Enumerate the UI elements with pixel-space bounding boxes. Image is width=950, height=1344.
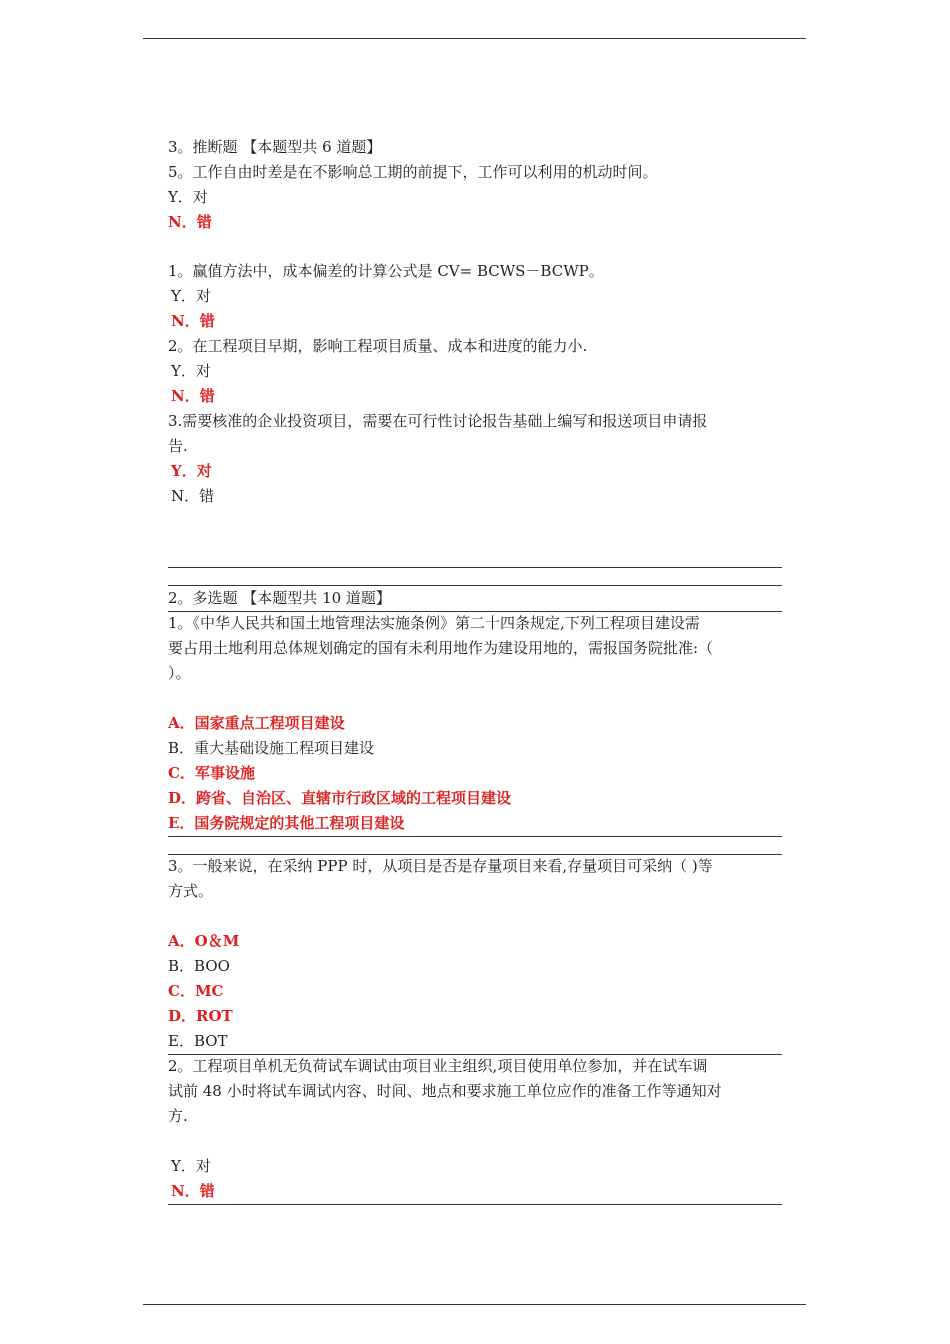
question-text: 3。一般来说，在采纳 PPP 时，从项目是否是存量项目来看,存量项目可采纳（ )等 [168, 857, 713, 875]
option-c-selected: C．MC [168, 982, 224, 1000]
option-yes: Y．对 [171, 1157, 211, 1175]
option-yes: Y．对 [168, 188, 208, 206]
question-text-cont: 方. [168, 1107, 188, 1125]
option-d-selected: D．ROT [168, 1007, 233, 1025]
option-d-selected: D．跨省、自治区、直辖市行政区域的工程项目建设 [168, 789, 512, 807]
question-divider [168, 1204, 782, 1205]
option-e-selected: E．国务院规定的其他工程项目建设 [168, 814, 405, 832]
option-no-selected: N．错 [171, 1182, 215, 1200]
question-text-cont: ）。 [168, 664, 191, 682]
question-text: 1。《中华人民共和国土地管理法实施条例》第二十四条规定,下列工程项目建设需 [168, 614, 700, 632]
option-no-selected: N．错 [171, 312, 215, 330]
question-text: 2。在工程项目早期，影响工程项目质量、成本和进度的能力小. [168, 337, 588, 355]
question-text: 2。工程项目单机无负荷试车调试由项目业主组织,项目使用单位参加，并在试车调 [168, 1057, 708, 1075]
option-a-selected: A．O＆M [168, 932, 240, 950]
option-yes: Y．对 [171, 287, 211, 305]
section-divider [168, 567, 782, 568]
option-yes-selected: Y．对 [171, 462, 212, 480]
question-text-cont: 告. [168, 437, 188, 455]
option-a-selected: A．国家重点工程项目建设 [168, 714, 345, 732]
question-divider [168, 836, 782, 837]
page-top-rule [143, 38, 806, 39]
question-text-cont: 要占用土地利用总体规划确定的国有未利用地作为建设用地的，需报国务院批准:（ [168, 639, 714, 657]
section-header-judgment: 3。推断题 【本题型共 6 道题】 [168, 138, 382, 156]
question-text: 1。赢值方法中，成本偏差的计算公式是 CV= BCWS－BCWP。 [168, 262, 604, 280]
question-text-cont: 方式。 [168, 882, 214, 900]
question-text-cont: 试前 48 小时将试车调试内容、时间、地点和要求施工单位应作的准备工作等通知对 [168, 1082, 722, 1100]
question-text: 3.需要核准的企业投资项目，需要在可行性讨论报告基础上编写和报送项目申请报 [168, 412, 708, 430]
question-text: 5。工作自由时差是在不影响总工期的前提下，工作可以利用的机动时间。 [168, 163, 658, 181]
option-no: N．错 [171, 487, 215, 505]
option-no-selected: N．错 [168, 213, 212, 231]
option-no-selected: N．错 [171, 387, 215, 405]
option-yes: Y．对 [171, 362, 211, 380]
option-e: E．BOT [168, 1032, 228, 1050]
option-b: B．重大基础设施工程项目建设 [168, 739, 375, 757]
option-c-selected: C．军事设施 [168, 764, 255, 782]
option-b: B．BOO [168, 957, 230, 975]
page-bottom-rule [143, 1304, 806, 1305]
section-header-multiple-choice: 2。多选题 【本题型共 10 道题】 [168, 589, 391, 607]
